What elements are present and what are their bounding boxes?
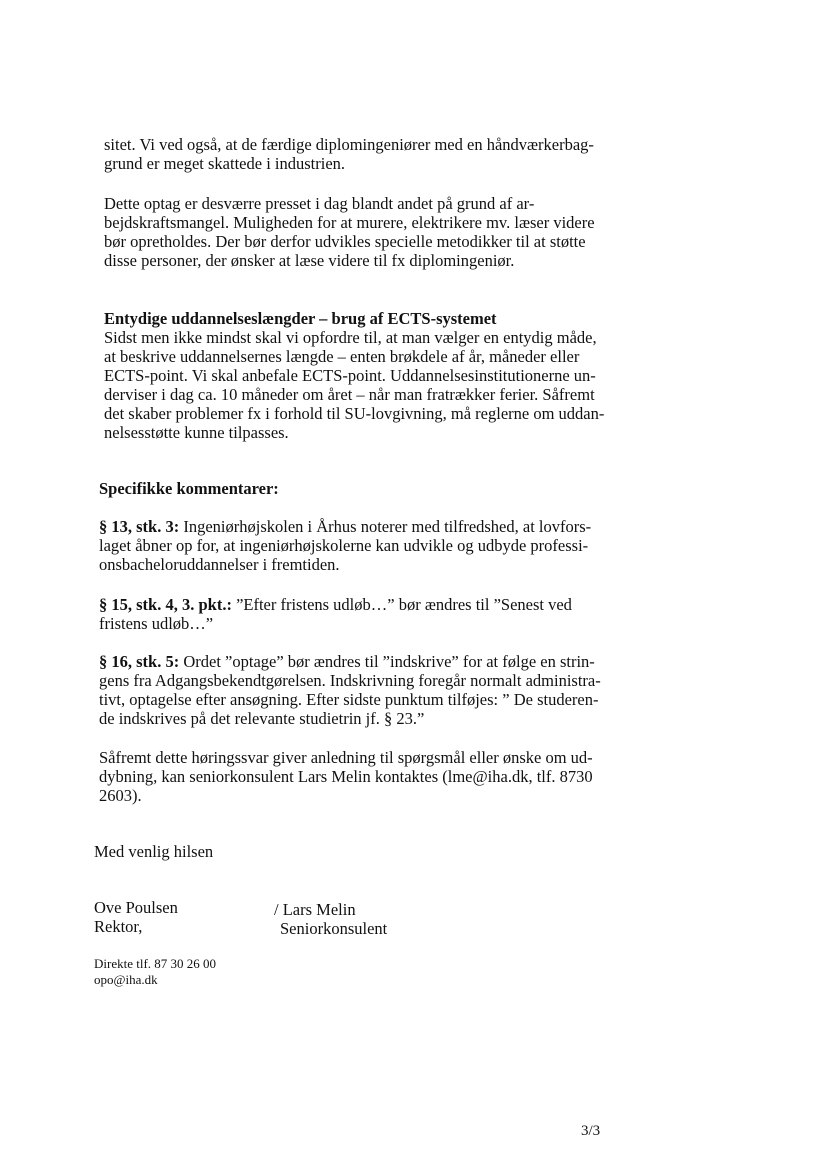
paragraph-optag xyxy=(104,194,595,270)
direct-contact-info xyxy=(94,956,216,988)
text-line: det skaber problemer fx i forhold til SU-lovgivning, må reglerne om uddan- xyxy=(104,404,605,423)
direct-phone: Direkte tlf. 87 30 26 00 xyxy=(94,956,217,971)
signatory-name: Ove Poulsen xyxy=(94,898,178,917)
text-line: ECTS-point. Vi skal anbefale ECTS-point. Uddannelsesinstitutionerne un- xyxy=(104,366,596,385)
signature-block-rektor xyxy=(94,898,178,936)
signatory-name: / Lars Melin xyxy=(274,900,356,919)
text-line: 2603). xyxy=(99,786,142,805)
text-fragment: Ordet ”optage” bør ændres til ”indskrive” for at følge en strin- xyxy=(179,652,595,671)
signatory-title: Seniorkonsulent xyxy=(280,919,388,938)
section-heading-ects: Entydige uddannelseslængder – brug af ECTS-systemet xyxy=(104,309,497,328)
text-line: grund er meget skattede i industrien. xyxy=(104,154,346,173)
text-line: Såfremt dette høringssvar giver anledning til spørgsmål eller ønske om ud- xyxy=(99,748,593,767)
comment-paragraph-13 xyxy=(99,517,591,574)
paragraph-diplomingenioerer xyxy=(104,135,594,173)
section-reference: § 15, stk. 4, 3. pkt.: xyxy=(99,595,232,614)
text-line: sitet. Vi ved også, at de færdige diplomingeniører med en håndværkerbag- xyxy=(104,135,594,154)
comment-paragraph-15 xyxy=(99,595,572,633)
text-line: de indskrives på det relevante studietrin jf. § 23.” xyxy=(99,709,425,728)
comment-paragraph-16 xyxy=(99,652,601,728)
text-line: at beskrive uddannelsernes længde – enten brøkdele af år, måneder eller xyxy=(104,347,580,366)
section-heading-specific: Specifikke kommentarer: xyxy=(99,479,279,498)
closing-greeting: Med venlig hilsen xyxy=(94,842,214,861)
text-line: tivt, optagelse efter ansøgning. Efter sidste punktum tilføjes: ” De studeren- xyxy=(99,690,599,709)
comment-first-line xyxy=(99,652,601,671)
text-line: derviser i dag ca. 10 måneder om året – når man fratrækker ferier. Såfremt xyxy=(104,385,595,404)
section-reference: § 13, stk. 3: xyxy=(99,517,180,536)
text-fragment: Ingeniørhøjskolen i Århus noterer med tilfredshed, at lovfors- xyxy=(179,517,592,536)
text-line: bør opretholdes. Der bør derfor udvikles specielle metodikker til at støtte xyxy=(104,232,586,251)
comment-first-line xyxy=(99,595,572,614)
text-line: Sidst men ikke mindst skal vi opfordre til, at man vælger en entydig måde, xyxy=(104,328,597,347)
signature-block-consultant xyxy=(274,900,387,938)
signatory-title: Rektor, xyxy=(94,917,143,936)
text-fragment: ”Efter fristens udløb…” bør ændres til ”Senest ved xyxy=(231,595,572,614)
text-line: Dette optag er desværre presset i dag blandt andet på grund af ar- xyxy=(104,194,535,213)
text-line: nelsesstøtte kunne tilpasses. xyxy=(104,423,289,442)
text-line: onsbacheloruddannelser i fremtiden. xyxy=(99,555,340,574)
contact-paragraph xyxy=(99,748,593,805)
direct-email: opo@iha.dk xyxy=(94,972,158,987)
text-line: gens fra Adgangsbekendtgørelsen. Indskrivning foregår normalt administra- xyxy=(99,671,601,690)
text-line: bejdskraftsmangel. Muligheden for at murere, elektrikere mv. læser videre xyxy=(104,213,595,232)
text-line: dybning, kan seniorkonsulent Lars Melin kontaktes (lme@iha.dk, tlf. 8730 xyxy=(99,767,593,786)
section-ects xyxy=(104,309,604,442)
comment-first-line xyxy=(99,517,591,536)
section-reference: § 16, stk. 5: xyxy=(99,652,180,671)
page-number: 3/3 xyxy=(581,1123,601,1139)
text-line: fristens udløb…” xyxy=(99,614,214,633)
text-line: laget åbner op for, at ingeniørhøjskolerne kan udvikle og udbyde professi- xyxy=(99,536,589,555)
text-line: disse personer, der ønsker at læse videre til fx diplomingeniør. xyxy=(104,251,515,270)
